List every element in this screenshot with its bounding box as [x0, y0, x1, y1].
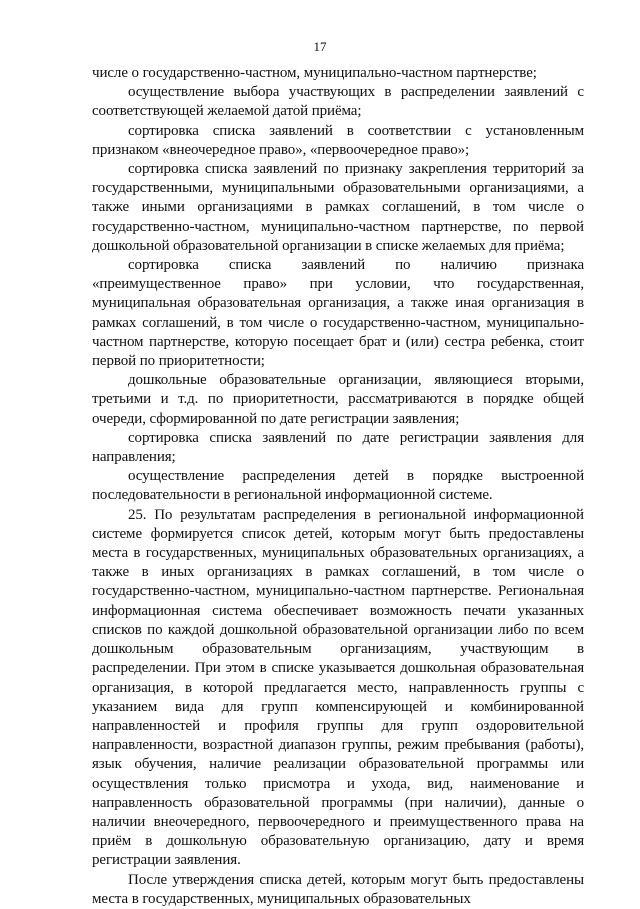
paragraph-secondary-priority: дошкольные образовательные организации, являющиеся вторыми, третьими и т.д. по приоритетности, рассматриваются в порядке общей очереди, сформированной по дате регистрации заявления;: [92, 372, 584, 427]
page-number: 17: [313, 39, 327, 54]
paragraph-sort-preferential-right: сортировка списка заявлений по наличию признака «преимущественное право» при условии, что государственная, муниципальная образовательная организация, а также иная организация в рамках соглашений, в том числе о государственно-частном, муниципально-частном партнерстве, которую посещает брат и (или) сестра ребенка, стоит первой по приоритетности;: [92, 257, 584, 370]
document-body: [92, 64, 584, 909]
paragraph-sort-registration-date: сортировка списка заявлений по дате регистрации заявления для направления;: [92, 429, 584, 466]
paragraph-sort-territory: сортировка списка заявлений по признаку закрепления территорий за государственными, муниципальными образовательными организациями, а также иными организациями в рамках соглашений, в том числе о государственно-частном, муниципально-частном партнерстве, по первой дошкольной образовательной организации в списке желаемых для приёма;: [92, 161, 584, 254]
paragraph-item-25: 25. По результатам распределения в региональной информационной системе формируется список детей, которым могут быть предоставлены места в государственных, муниципальных образовательных организациях, а также в иных организациях в рамках соглашений, в том числе о государственно-частном, муниципально-частном партнерстве. Региональная информационная система обеспечивает возможность печати указанных списков по каждой дошкольной образовательной организации либо по всем дошкольным образовательным организациям, участвующим в распределении. При этом в списке указывается дошкольная образовательная организация, в которой предлагается место, направленность группы с указанием вида для групп компенсирующей и комбинированной направленностей и профиля группы для групп оздоровительной направленности, возрастной диапазон группы, режим пребывания (работы), язык обучения, наличие реализации образовательной программы или осуществления только присмотра и ухода, вид, наименование и направленность образовательной программы (при наличии), данные о наличии внеочередного, первоочередного и преимущественного права на приём в дошкольную образовательную организацию, дату и время регистрации заявления.: [92, 506, 584, 869]
paragraph-sort-special-rights: сортировка списка заявлений в соответствии с установленным признаком «внеочередное право», «первоочередное право»;: [92, 122, 584, 158]
paragraph-continuation: числе о государственно-частном, муниципально-частном партнерстве;: [92, 65, 537, 81]
paragraph-select-applications: осуществление выбора участвующих в распределении заявлений с соответствующей желаемой датой приёма;: [92, 84, 584, 120]
paragraph-after-approval: После утверждения списка детей, которым могут быть предоставлены места в государственных, муниципальных образовательных: [92, 871, 584, 907]
paragraph-distribution: осуществление распределения детей в порядке выстроенной последовательности в региональной информационной системе.: [92, 468, 584, 504]
